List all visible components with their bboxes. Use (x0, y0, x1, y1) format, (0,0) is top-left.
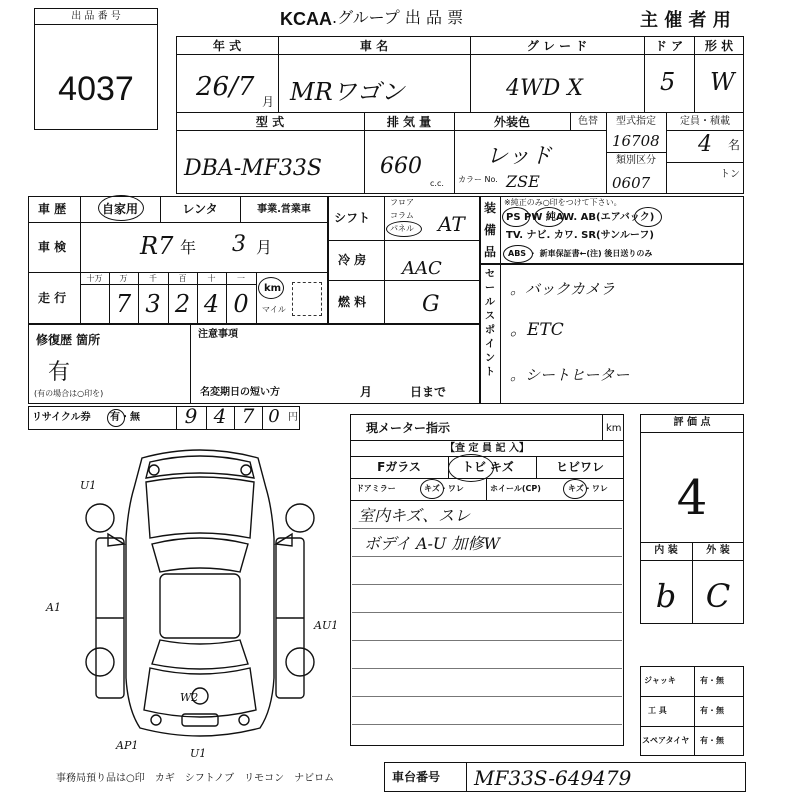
fuel-label: 燃 料 (338, 295, 367, 309)
exterior-color-label: 外装色 (493, 115, 530, 129)
shape-value: W (710, 68, 735, 96)
displacement-value: 660 (380, 154, 422, 179)
capacity-unit: 名 (728, 138, 741, 152)
digit-header-10k: 万 (119, 274, 128, 283)
grade-label: グ レ ー ド (526, 39, 588, 53)
car-hood (146, 477, 254, 538)
year-value: 26/7 (196, 72, 255, 102)
sales-label-6: イ (485, 339, 495, 350)
history-business[interactable]: 事業.営業車 (257, 204, 311, 215)
score-label: 評 価 点 (673, 417, 711, 428)
inspection-label: 車 検 (38, 240, 67, 254)
panel-circle (386, 221, 422, 237)
name-value: MRワゴン (290, 78, 405, 106)
digit-header-100k: 十万 (86, 274, 103, 283)
ab-circle (634, 207, 662, 227)
sales-point-2: 。ETC (510, 320, 564, 340)
wheel-label: ホイール(CP) (490, 484, 541, 493)
equipment-label-1: 装 (484, 201, 497, 215)
category-value: 0607 (612, 174, 651, 192)
deadline-day: 日まで (410, 385, 447, 399)
car-wheel-rear-right (286, 648, 314, 676)
shift-panel[interactable]: パネル (390, 224, 414, 233)
repair-label: 修復歴 箇所 (36, 333, 101, 347)
displacement-label: 排 気 量 (386, 115, 432, 129)
wheel-circle (563, 479, 587, 499)
glass-chip-circle (448, 454, 494, 482)
digit-header-1: 一 (237, 274, 245, 283)
history-private[interactable]: 自家用 (101, 202, 138, 216)
tools-label: 工 具 (648, 706, 667, 715)
equipment-row1[interactable]: PS PW 純AW. AB(エアバック) (506, 212, 655, 223)
glass-chip[interactable]: トビ (462, 460, 487, 474)
mileage-digit-100: 2 (174, 290, 191, 318)
office-note: 事務局預り品は○印 カギ シフトノブ リモコン ナビロム (56, 773, 335, 784)
shift-label: シフト (334, 211, 371, 225)
color-no-value: ZSE (506, 172, 540, 191)
equipment-row3[interactable]: ABS ・ 新車保証書←(注) 後日送りのみ (508, 249, 653, 258)
car-windshield (152, 538, 248, 572)
model-label: 型 式 (255, 115, 285, 129)
inspector-label: 【査 定 員 記 入】 (445, 443, 529, 454)
capacity-label: 定員・積載 (680, 116, 730, 127)
entry-number-box (34, 8, 158, 130)
meter-unit: km (606, 423, 622, 434)
car-wheel-rear-left (86, 648, 114, 676)
mileage-label: 走 行 (38, 291, 67, 305)
ps-circle (502, 207, 530, 227)
meter-label: 現メーター指示 (366, 421, 451, 435)
digit-header-10: 十 (207, 274, 216, 283)
inspection-value: R7 (140, 232, 174, 260)
equipment-label-2: 備 (484, 223, 497, 237)
spare-label: スペアタイヤ (642, 736, 690, 745)
sales-label-2: ー (485, 283, 495, 294)
km-label[interactable]: km (264, 283, 282, 294)
sales-label-4: ス (485, 311, 495, 322)
mark-a1: A1 (46, 601, 61, 614)
inspection-year-unit: 年 (180, 238, 197, 257)
car-right-mirror (276, 534, 292, 546)
equipment-label-3: 品 (484, 245, 497, 259)
model-designation-label: 型式指定 (616, 116, 656, 127)
mileage-digit-1: 0 (233, 290, 249, 318)
category-label: 類別区分 (616, 155, 656, 166)
organizer-label: 主 催 者 用 (640, 10, 731, 31)
equipment-row2[interactable]: TV. ナビ. カワ. SR(サンルーフ) (506, 230, 654, 241)
year-label: 年 式 (212, 39, 242, 53)
entry-number: 4037 (58, 70, 134, 108)
history-rental[interactable]: レンタ (182, 202, 218, 216)
recycle-yen: 円 (288, 412, 298, 423)
sales-point-3: 。シートヒーター (510, 366, 630, 384)
doors-value: 5 (660, 68, 676, 96)
deadline-month: 月 (360, 385, 373, 399)
mileage-digit-10: 4 (203, 290, 220, 318)
interior-label: 内 装 (654, 545, 678, 556)
ton-unit: トン (720, 169, 740, 180)
spare-options[interactable]: 有・無 (700, 736, 724, 745)
deadline-label: 名変期日の短い方 (200, 387, 280, 398)
inspection-month-unit: 月 (256, 238, 273, 257)
car-roof (160, 574, 240, 638)
mark-u1-bottom: U1 (190, 747, 207, 760)
repair-value: 有 (48, 360, 71, 385)
title-text: .グループ 出 品 票 (332, 8, 464, 27)
private-circle (98, 195, 144, 221)
ac-label: 冷 房 (338, 253, 367, 267)
recycle-digit-2: 4 (213, 404, 227, 428)
tools-options[interactable]: 有・無 (700, 706, 724, 715)
model-value: DBA-MF33S (184, 156, 322, 181)
color-change-label: 色替 (578, 116, 598, 127)
shift-column[interactable]: コラム (390, 211, 414, 220)
mark-w2: W2 (180, 691, 199, 704)
title-brand: KCAA (280, 9, 332, 29)
grade-value: 4WD X (506, 76, 583, 101)
car-damage-diagram (60, 448, 340, 758)
doors-label: ド ア (654, 39, 684, 53)
sales-label-3: ル (485, 297, 495, 308)
exterior-label: 外 装 (706, 545, 730, 556)
exterior-value: C (705, 577, 731, 615)
recycle-digit-1: 9 (184, 404, 198, 428)
sales-label-5: ポ (485, 325, 495, 336)
remarks-label: 注意事項 (198, 329, 238, 340)
sales-label-7: ン (485, 353, 495, 364)
abs-circle (503, 245, 533, 263)
digit-header-1k: 千 (149, 274, 157, 283)
km-circle (258, 277, 284, 299)
mile-box (292, 282, 322, 316)
recycle-label: リサイクル券 (32, 412, 91, 423)
chassis-label: 車台番号 (392, 770, 441, 784)
mark-au1: AU1 (314, 619, 339, 632)
inspection-month: 3 (232, 232, 246, 257)
ac-value: AAC (402, 258, 442, 279)
entry-number-label: 出 品 番 号 (71, 11, 121, 22)
cc-unit: c.c. (430, 179, 444, 188)
car-rear-deck (144, 668, 256, 717)
mark-ap1: AP1 (116, 739, 139, 752)
recycle-options[interactable]: 有・無 (110, 412, 140, 423)
history-label: 車 歴 (38, 202, 67, 216)
car-rear-window (152, 640, 248, 669)
repair-note: (有の場合は○印を) (34, 389, 104, 398)
pw-circle (534, 207, 564, 227)
mirror-circle (420, 479, 444, 499)
color-value: レッド (486, 144, 552, 169)
mile-label[interactable]: マイル (262, 305, 286, 314)
digit-header-100: 百 (178, 274, 187, 283)
equipment-note: ※純正のみ○印をつけて下さい。 (504, 198, 622, 207)
capacity-value: 4 (698, 132, 712, 157)
jack-options[interactable]: 有・無 (700, 676, 724, 685)
shift-value: AT (438, 212, 465, 236)
model-designation-value: 16708 (612, 132, 660, 150)
glass-scratch[interactable]: キズ (490, 460, 514, 474)
mileage-digit-10k: 7 (115, 290, 132, 318)
mirror-options[interactable]: キズ・ワレ (424, 484, 464, 493)
sales-point-1: 。バックカメラ (510, 280, 616, 298)
recycle-yes-circle (107, 409, 125, 427)
sales-label-8: ト (485, 367, 495, 378)
mileage-digit-1k: 3 (145, 290, 161, 318)
chassis-value: MF33S-649479 (474, 766, 632, 790)
car-wheel-front-left (86, 504, 114, 532)
car-front-bumper (146, 456, 254, 478)
shape-label: 形 状 (704, 39, 734, 53)
car-left-mirror (108, 534, 124, 546)
jack-label: ジャッキ (644, 676, 676, 685)
wheel-options[interactable]: キズ・ワレ (568, 484, 608, 493)
car-rear-plate (182, 714, 218, 726)
shift-floor[interactable]: フロア (390, 198, 414, 207)
car-body-outline (126, 450, 274, 736)
mark-u1-top: U1 (80, 479, 97, 492)
name-label: 車 名 (359, 39, 389, 53)
fuel-value: G (422, 292, 440, 317)
recycle-digit-3: 7 (241, 404, 255, 428)
recycle-digit-4: 0 (268, 406, 280, 427)
meter-note-1: 室内キズ、スレ (358, 506, 471, 525)
glass-label: Fガラス (377, 460, 421, 474)
month-unit: 月 (262, 95, 275, 109)
car-wheel-front-right (286, 504, 314, 532)
interior-value: b (655, 577, 677, 615)
glass-crack[interactable]: ヒビワレ (555, 460, 604, 474)
color-no-label: カラー No. (458, 175, 498, 184)
mirror-label: ドアミラー (356, 484, 396, 493)
sales-label-1: セ (485, 269, 495, 280)
score-value: 4 (676, 470, 708, 526)
meter-note-2: ボデイ A-U 加修W (364, 534, 500, 553)
